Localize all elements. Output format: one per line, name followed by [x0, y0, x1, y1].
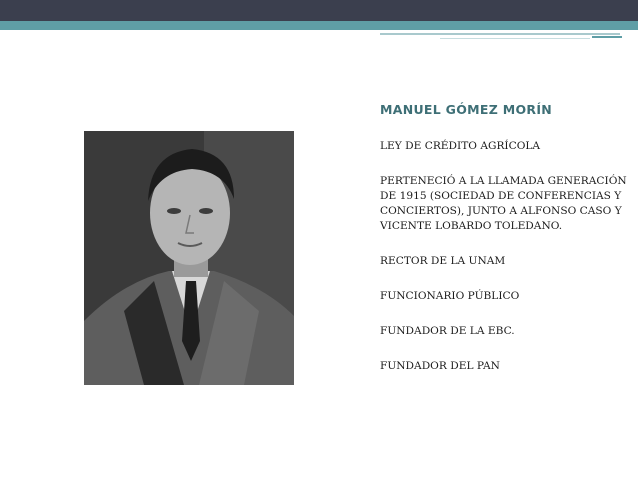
list-item: FUNCIONARIO PÚBLICO [380, 290, 520, 302]
portrait-photo [84, 131, 294, 385]
header-band-dark [0, 0, 638, 21]
list-item: LEY DE CRÉDITO AGRÍCOLA [380, 140, 541, 152]
header-accent-line [380, 33, 620, 35]
header-accent-mark [592, 36, 622, 38]
header-accent-line-thin [440, 38, 590, 39]
list-item: FUNDADOR DE LA EBC. [380, 325, 515, 337]
list-item: FUNDADOR DEL PAN [380, 360, 500, 372]
portrait-illustration [84, 131, 294, 385]
slide-title: MANUEL GÓMEZ MORÍN [380, 102, 553, 117]
header-band-teal [0, 21, 638, 30]
slide-content [380, 102, 630, 394]
list-item: RECTOR DE LA UNAM [380, 255, 506, 267]
list-item: PERTENECIÓ A LA LLAMADA GENERACIÓN DE 1915 (SOCIEDAD DE CONFERENCIAS Y CONCIERTOS), JUNTO A ALFONSO CASO Y VICENTE LOBARDO TOLEDANO. [380, 175, 627, 232]
